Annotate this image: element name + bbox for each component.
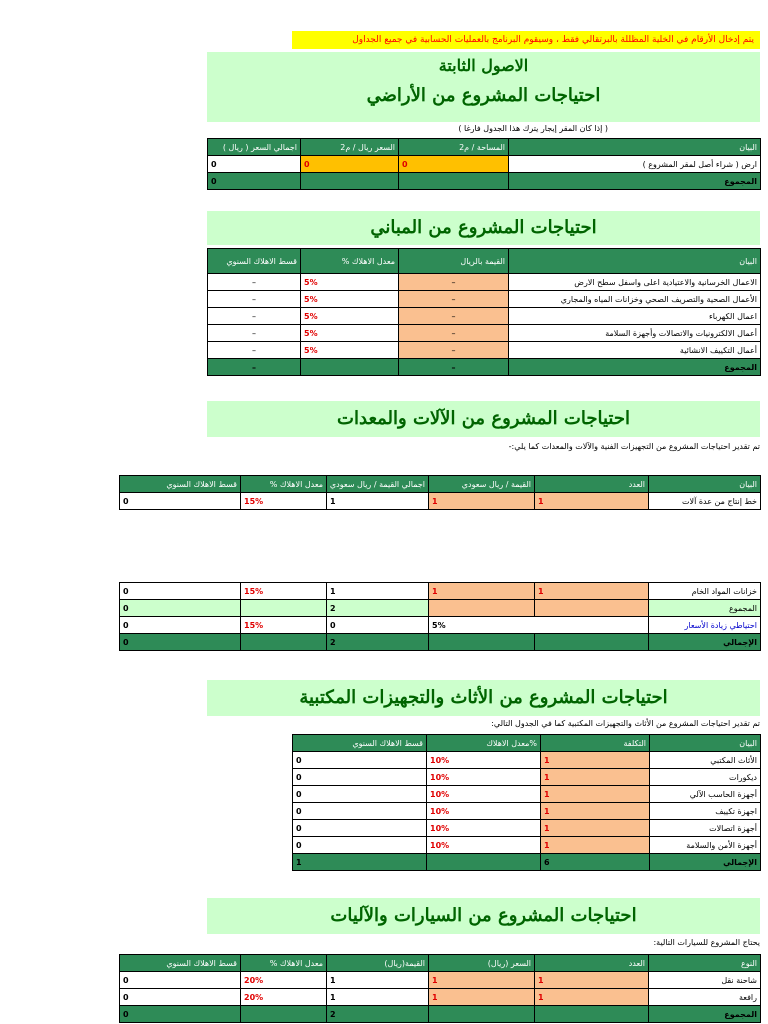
input-notice: يتم إدخال الأرقام في الخلية المظللة بالبرتقالي فقط ، وسيقوم البرنامج بالعمليات الحسابية في جميع الجداول: [292, 31, 760, 49]
total-value: –: [399, 359, 509, 376]
empty-cell: [241, 600, 327, 617]
count-input[interactable]: 1: [535, 972, 649, 989]
item-label: اجهزة تكييف: [650, 803, 761, 820]
vehicles-note: يحتاج المشروع للسيارات التالية:: [653, 938, 760, 947]
header-cell: قسط الاهلاك السنوي: [208, 249, 301, 274]
header-cell: التكلفة: [541, 735, 650, 752]
buildings-table: [207, 248, 761, 376]
price-input[interactable]: 0: [301, 156, 399, 173]
fixed-assets-title: الاصول الثابتة: [438, 56, 529, 75]
total-row: [120, 634, 761, 651]
table-row: [120, 493, 761, 510]
table-row: [120, 583, 761, 600]
land-note: ( إذا كان المقر إيجار يترك هذا الجدول فارغا ): [458, 124, 608, 133]
header-cell: معدل الاهلاك %: [241, 955, 327, 972]
annual-depreciation: –: [208, 308, 301, 325]
empty-cell: [241, 634, 327, 651]
value-input[interactable]: –: [399, 274, 509, 291]
header-cell: اجمالي السعر ( ريال ): [208, 139, 301, 156]
land-table: [207, 138, 761, 190]
vehicles-table: [119, 954, 761, 1023]
item-label: الاعمال الخرسانية والاعتيادية اعلى واسفل سطح الارض: [509, 274, 761, 291]
depreciation-rate: 5%: [301, 291, 399, 308]
header-cell: القيمة بالريال: [399, 249, 509, 274]
area-input[interactable]: 0: [399, 156, 509, 173]
item-label: رافعة: [649, 989, 761, 1006]
header-cell: السعر (ريال): [429, 955, 535, 972]
machines-section-header: [207, 401, 760, 437]
table-row: [120, 989, 761, 1006]
machines-table: [119, 475, 761, 510]
total-value: 2: [327, 634, 429, 651]
item-label: خط إنتاج من عدة آلات: [649, 493, 761, 510]
depreciation-rate: 5%: [301, 308, 399, 325]
annual-depreciation: 0: [120, 617, 241, 634]
annual-depreciation: 0: [293, 803, 427, 820]
header-cell: معدل الاهلاك %: [241, 476, 327, 493]
depreciation-rate: 10%: [427, 820, 541, 837]
table-header-row: [120, 476, 761, 493]
item-label: أعمال التكييف الانشائية: [509, 342, 761, 359]
total-label: الإجمالي: [649, 634, 761, 651]
header-cell: القيمة(ريال): [327, 955, 429, 972]
empty-cell: [535, 1006, 649, 1023]
table-header-row: [208, 249, 761, 274]
vehicles-section-header: [207, 898, 760, 934]
item-label: الأعمال الصحية والتصريف الصحي وخزانات المياه والمجاري: [509, 291, 761, 308]
header-cell: %معدل الاهلاك: [427, 735, 541, 752]
total-label: الإجمالي: [650, 854, 761, 871]
empty-cell: [429, 600, 535, 617]
depreciation-rate: 15%: [241, 493, 327, 510]
total-label: المجموع: [649, 1006, 761, 1023]
total-row: [208, 359, 761, 376]
reserve-value: 0: [327, 617, 429, 634]
value-input[interactable]: –: [399, 291, 509, 308]
reserve-label: احتياطي زيادة الأسعار: [649, 617, 761, 634]
furniture-section-header: [207, 680, 760, 716]
total-row: [208, 173, 761, 190]
cost-input[interactable]: 1: [541, 803, 650, 820]
total-value-cell: 1: [327, 493, 429, 510]
buildings-section-header: [207, 211, 760, 245]
total-price-cell: 0: [208, 156, 301, 173]
annual-depreciation: 0: [293, 820, 427, 837]
empty-cell: [429, 1006, 535, 1023]
table-row: [208, 156, 761, 173]
total-label: المجموع: [509, 359, 761, 376]
depreciation-rate: 10%: [427, 803, 541, 820]
annual-depreciation: –: [208, 342, 301, 359]
empty-cell: [301, 359, 399, 376]
total-depreciation: –: [208, 359, 301, 376]
sum-label: المجموع: [649, 600, 761, 617]
table-row: [208, 291, 761, 308]
annual-depreciation: 0: [120, 493, 241, 510]
item-label: ارض ( شراء أصل لمقر المشروع ): [509, 156, 761, 173]
total-row: [293, 854, 761, 871]
item-label: أجهزة الحاسب الآلي: [650, 786, 761, 803]
furniture-section-title: احتياجات المشروع من الأثاث والتجهيزات المكتبية: [299, 687, 668, 708]
depreciation-rate: 5%: [301, 325, 399, 342]
count-input[interactable]: 1: [535, 493, 649, 510]
depreciation-rate: 10%: [427, 769, 541, 786]
cost-input[interactable]: 1: [541, 837, 650, 854]
unit-value-input[interactable]: 1: [429, 493, 535, 510]
header-cell: قسط الاهلاك السنوي: [120, 955, 241, 972]
annual-depreciation: –: [208, 325, 301, 342]
value-input[interactable]: –: [399, 325, 509, 342]
depreciation-rate: 15%: [241, 583, 327, 600]
fixed-assets-header: [207, 52, 760, 122]
land-section-title: احتياجات المشروع من الأراضي: [366, 85, 601, 106]
empty-cell: [241, 1006, 327, 1023]
header-cell: البيان: [509, 139, 761, 156]
value-input[interactable]: –: [399, 308, 509, 325]
price-input[interactable]: 1: [429, 989, 535, 1006]
cost-input[interactable]: 1: [541, 752, 650, 769]
item-label: شاحنة نقل: [649, 972, 761, 989]
total-label: المجموع: [509, 173, 761, 190]
table-row: [293, 769, 761, 786]
table-row: [208, 325, 761, 342]
header-cell: القيمة / ريال سعودي: [429, 476, 535, 493]
annual-depreciation: 0: [293, 752, 427, 769]
table-row: [120, 972, 761, 989]
depreciation-rate: 15%: [241, 617, 327, 634]
empty-cell: [427, 854, 541, 871]
annual-depreciation: 0: [120, 989, 241, 1006]
depreciation-rate: 10%: [427, 786, 541, 803]
header-cell: البيان: [650, 735, 761, 752]
annual-depreciation: 0: [120, 972, 241, 989]
table-row: [208, 342, 761, 359]
item-label: أجهزة اتصالات: [650, 820, 761, 837]
header-cell: اجمالي القيمة / ريال سعودي: [327, 476, 429, 493]
table-row: [208, 308, 761, 325]
header-cell: العدد: [535, 955, 649, 972]
furniture-table: [292, 734, 761, 871]
annual-depreciation: 0: [293, 837, 427, 854]
reserve-rate-input[interactable]: 5%: [429, 617, 649, 634]
empty-cell: [535, 600, 649, 617]
total-value-cell: 1: [327, 583, 429, 600]
cost-input[interactable]: 1: [541, 769, 650, 786]
machines-note: تم تقدير احتياجات المشروع من التجهيزات الفنية والآلات والمعدات كما يلي:-: [508, 442, 760, 451]
sum-depreciation: 0: [120, 600, 241, 617]
total-value: 2: [327, 1006, 429, 1023]
table-row: [293, 752, 761, 769]
empty-cell: [429, 634, 535, 651]
table-row: [293, 837, 761, 854]
depreciation-rate: 5%: [301, 274, 399, 291]
cost-input[interactable]: 1: [541, 820, 650, 837]
item-label: أعمال الالكترونيات والاتصالات وأجهزة السلامة: [509, 325, 761, 342]
depreciation-rate: 10%: [427, 837, 541, 854]
header-cell: قسط الاهلاك السنوي: [120, 476, 241, 493]
sum-value: 2: [327, 600, 429, 617]
table-header-row: [293, 735, 761, 752]
depreciation-rate: 10%: [427, 752, 541, 769]
value-input[interactable]: –: [399, 342, 509, 359]
furniture-note: تم تقدير احتياجات المشروع من الأثاث والتجهيزات المكتبية كما في الجدول التالي:: [491, 719, 760, 728]
count-input[interactable]: 1: [535, 583, 649, 600]
annual-depreciation: 0: [293, 786, 427, 803]
vehicles-section-title: احتياجات المشروع من السيارات والآليات: [330, 905, 637, 926]
annual-depreciation: 0: [120, 583, 241, 600]
value-cell: 1: [327, 972, 429, 989]
table-header-row: [120, 955, 761, 972]
item-label: ديكورات: [650, 769, 761, 786]
cost-input[interactable]: 1: [541, 786, 650, 803]
item-label: الأثاث المكتبي: [650, 752, 761, 769]
total-cost: 6: [541, 854, 650, 871]
header-cell: السعر ريال / م2: [301, 139, 399, 156]
depreciation-rate: 20%: [241, 972, 327, 989]
annual-depreciation: –: [208, 274, 301, 291]
depreciation-rate: 20%: [241, 989, 327, 1006]
reserve-row: [120, 617, 761, 634]
item-label: اعمال الكهرباء: [509, 308, 761, 325]
empty-cell: [399, 173, 509, 190]
total-depreciation: 0: [120, 634, 241, 651]
table-row: [293, 820, 761, 837]
sum-row: [120, 600, 761, 617]
total-depreciation: 1: [293, 854, 427, 871]
table-row: [208, 274, 761, 291]
table-row: [293, 803, 761, 820]
machines-section-title: احتياجات المشروع من الآلات والمعدات: [337, 408, 630, 429]
annual-depreciation: 0: [293, 769, 427, 786]
table-row: [293, 786, 761, 803]
item-label: أجهزة الأمن والسلامة: [650, 837, 761, 854]
depreciation-rate: 5%: [301, 342, 399, 359]
header-cell: البيان: [509, 249, 761, 274]
annual-depreciation: –: [208, 291, 301, 308]
header-cell: معدل الاهلاك %: [301, 249, 399, 274]
machines-table-continued: [119, 582, 761, 651]
price-input[interactable]: 1: [429, 972, 535, 989]
item-label: خزانات المواد الخام: [649, 583, 761, 600]
buildings-section-title: احتياجات المشروع من المباني: [370, 217, 597, 238]
header-cell: البيان: [649, 476, 761, 493]
header-cell: النوع: [649, 955, 761, 972]
value-cell: 1: [327, 989, 429, 1006]
header-cell: قسط الاهلاك السنوي: [293, 735, 427, 752]
table-header-row: [208, 139, 761, 156]
count-input[interactable]: 1: [535, 989, 649, 1006]
header-cell: العدد: [535, 476, 649, 493]
empty-cell: [301, 173, 399, 190]
total-depreciation: 0: [120, 1006, 241, 1023]
total-row: [120, 1006, 761, 1023]
empty-cell: [535, 634, 649, 651]
unit-value-input[interactable]: 1: [429, 583, 535, 600]
total-value: 0: [208, 173, 301, 190]
header-cell: المساحة / م2: [399, 139, 509, 156]
